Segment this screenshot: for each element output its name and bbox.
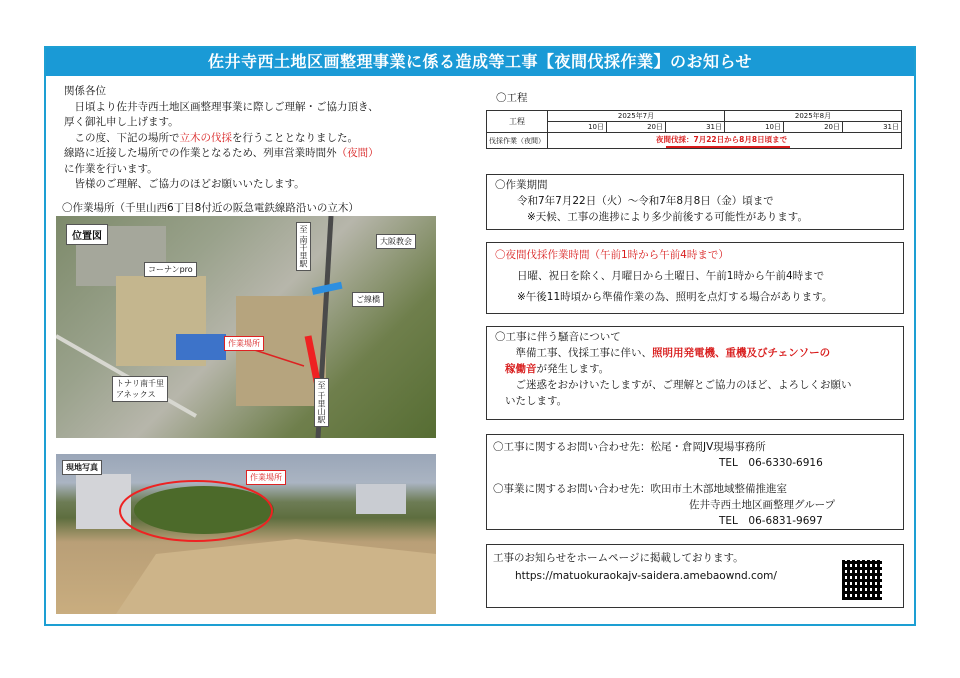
intro-text (64, 84, 464, 193)
map-label-annex: トナリ南千里 アネックス (112, 376, 168, 402)
map-label-konan: コーナンpro (144, 262, 197, 277)
photo-building-2 (356, 484, 406, 514)
contact-box (486, 434, 904, 530)
location-map (56, 216, 436, 438)
schedule-bar (666, 146, 790, 148)
noise-heading: 〇工事に伴う騒音について (495, 331, 621, 343)
noise-line-2: 稼働音が発生します。 (505, 363, 610, 375)
intro-line-5: に作業を行います。 (64, 162, 158, 175)
location-heading: 〇作業場所（千里山西6丁目8付近の阪急電鉄線路沿いの立木） (62, 202, 359, 214)
map-label-work-site: 作業場所 (224, 336, 264, 351)
intro-line-4: 線路に近接した場所での作業となるため、列車営業時間外（夜間） (64, 147, 379, 159)
intro-line-1: 日頃より佐井寺西土地区画整理事業に際しご理解・ご協力頂き、 (64, 100, 379, 113)
schedule-table (486, 110, 902, 149)
map-blue-sheet (176, 334, 226, 360)
construction-tel: TEL 06-6330-6916 (719, 457, 823, 469)
site-photo (56, 454, 436, 614)
map-drawing (56, 216, 436, 438)
tree-felling-highlight: 立木の伐採 (179, 131, 232, 144)
map-label-line: ご線橋 (352, 292, 384, 307)
noise-line-3: ご迷惑をおかけいたしますが、ご理解とご協力のほど、よろしくお願い (505, 379, 852, 391)
map-label-to-minami-senri: 至 南千里駅 (296, 222, 311, 271)
schedule-day: 31日 (843, 122, 902, 133)
page-title: 佐井寺西土地区画整理事業に係る造成等工事【夜間伐採作業】のお知らせ (46, 48, 914, 76)
qr-code-icon[interactable] (842, 560, 882, 600)
web-text: 工事のお知らせをホームページに掲載しております。 (493, 552, 744, 564)
noise-box (486, 326, 904, 420)
night-heading: 〇夜間伐採作業時間（午前1時から午前4時まで） (495, 249, 729, 261)
intro-line-2: 厚く御礼申し上げます。 (64, 116, 179, 128)
period-heading: 〇作業期間 (495, 179, 548, 191)
period-box (486, 174, 904, 230)
intro-line-6: 皆様のご理解、ご協力のほどお願いいたします。 (64, 178, 305, 190)
map-label-to-senriyama: 至 千里山駅 (314, 378, 329, 427)
intro-line-3: この度、下記の場所で立木の伐採を行うこととなりました。 (64, 131, 358, 144)
schedule-month-july: 2025年7月 (548, 111, 725, 122)
schedule-day: 31日 (666, 122, 725, 133)
map-title: 位置図 (66, 224, 108, 245)
period-dates: 令和7年7月22日（火）～令和7年8月8日（金）頃まで (517, 195, 774, 207)
schedule-task-text: 夜間伐採：7月22日から8月8日頃まで (656, 135, 788, 144)
addressee: 関係各位 (64, 85, 106, 97)
map-label-church: 大阪教会 (376, 234, 416, 249)
period-note: ※天候、工事の進捗により多少前後する可能性があります。 (527, 211, 808, 223)
construction-contact: 〇工事に関するお問い合わせ先：松尾・倉岡JV現場事務所 (493, 441, 766, 453)
schedule-row-label: 工程 (487, 111, 548, 133)
photo-title: 現地写真 (62, 460, 102, 475)
schedule-day: 10日 (725, 122, 784, 133)
night-note: ※午後11時頃から準備作業の為、照明を点灯する場合があります。 (517, 291, 833, 303)
night-box (486, 242, 904, 314)
notice-frame (44, 46, 916, 626)
noise-line-4: いたします。 (505, 395, 568, 407)
photo-label-work-site: 作業場所 (246, 470, 286, 485)
schedule-month-august: 2025年8月 (725, 111, 902, 122)
schedule-task-label: 伐採作業（夜間） (487, 133, 548, 149)
noise-line-1: 準備工事、伐採工事に伴い、照明用発電機、重機及びチェンソーの (505, 347, 831, 359)
schedule-day: 20日 (607, 122, 666, 133)
project-group: 佐井寺西土地区画整理グループ (689, 499, 836, 511)
photo-trees (134, 486, 274, 534)
schedule-heading: 〇工程 (496, 92, 528, 104)
project-tel: TEL 06-6831-9697 (719, 515, 823, 527)
project-contact: 〇事業に関するお問い合わせ先：吹田市土木部地域整備推進室 (493, 483, 787, 495)
night-highlight: （夜間） (336, 147, 379, 159)
photo-ground (116, 539, 436, 614)
schedule-day: 10日 (548, 122, 607, 133)
web-url[interactable]: https://matuokuraokajv-saidera.amebaownd.com/ (515, 570, 777, 582)
night-days: 日曜、祝日を除く、月曜日から土曜日、午前1時から午前4時まで (517, 270, 825, 282)
schedule-task-cell (548, 133, 902, 149)
schedule-day: 20日 (784, 122, 843, 133)
